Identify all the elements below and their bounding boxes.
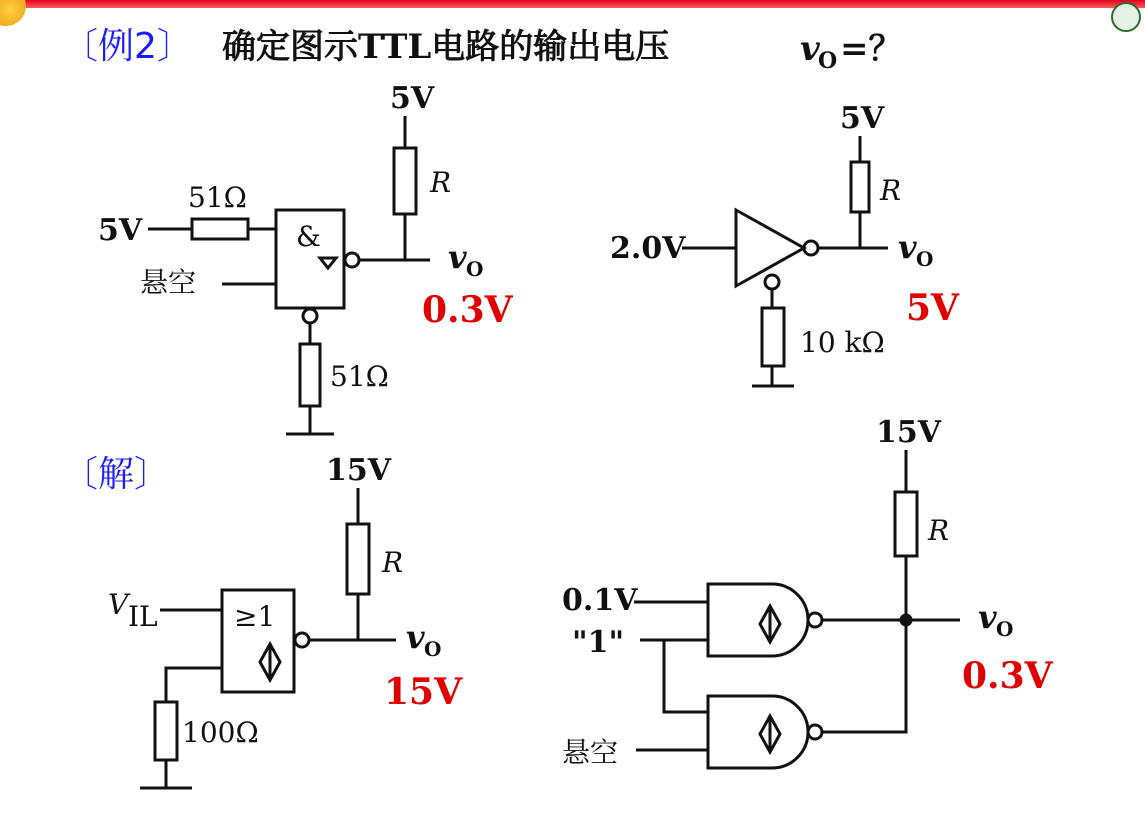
c3-out-label: v xyxy=(406,618,425,656)
c3-diamond-mark xyxy=(260,644,280,680)
c1-bottom-bubble xyxy=(303,309,317,323)
c2-resistor-bottom xyxy=(762,308,784,366)
question-title: 确定图示TTL电路的输出电压 xyxy=(222,27,670,67)
c4-top-bubble xyxy=(808,613,822,627)
c2-resistor-r xyxy=(851,162,869,212)
c4-in2-label: "1" xyxy=(572,625,625,660)
c4-r-label: R xyxy=(928,514,950,547)
circuit-4 xyxy=(562,415,1054,769)
c2-r-label: R xyxy=(880,174,902,207)
solution-tag: 〔解〕 xyxy=(62,454,171,495)
example-tag: 〔例2〕 xyxy=(62,26,193,67)
c2-bottom-bubble xyxy=(765,275,779,289)
circuit-3 xyxy=(108,453,463,788)
c3-input-sub: IL xyxy=(128,600,158,633)
c4-top-diamond-mark xyxy=(760,606,780,642)
c2-out-sub: O xyxy=(916,247,934,271)
c1-r-in-label: 51Ω xyxy=(188,181,247,214)
c1-resistor-51 xyxy=(192,219,248,239)
title-variable-sub: O xyxy=(818,48,838,74)
c1-resistor-r xyxy=(394,148,416,214)
c1-r-label: R xyxy=(430,166,452,199)
c1-output-bubble xyxy=(345,253,359,267)
c4-bottom-out-wire xyxy=(822,728,906,732)
c3-output-bubble xyxy=(295,633,309,647)
c4-in1-label: 0.1V xyxy=(562,583,638,618)
c1-out-sub: O xyxy=(466,257,484,281)
c1-resistor-bottom xyxy=(300,344,320,406)
title-tail: =？ xyxy=(840,29,903,69)
c1-input-voltage: 5V xyxy=(98,213,143,248)
c4-bottom-bubble xyxy=(808,725,822,739)
c4-out-sub: O xyxy=(996,617,1014,641)
title-variable: v xyxy=(800,29,820,69)
c4-nand-gate-top xyxy=(708,584,808,656)
circuit-1 xyxy=(98,81,514,434)
circuit-2 xyxy=(610,101,960,386)
c2-input-voltage: 2.0V xyxy=(610,231,686,266)
c1-gate-symbol: & xyxy=(296,220,321,253)
c2-r-bottom-label: 10 kΩ xyxy=(800,326,885,359)
c4-in2-branch xyxy=(664,640,708,712)
c4-floating-label: 悬空 xyxy=(562,736,619,769)
c4-answer: 0.3V xyxy=(962,655,1053,697)
c2-supply-label: 5V xyxy=(840,101,885,136)
c1-open-collector-mark xyxy=(320,258,336,268)
c3-gate-symbol: ≥1 xyxy=(234,600,276,633)
c1-r-bottom-label: 51Ω xyxy=(330,360,389,393)
c4-out-label: v xyxy=(978,598,997,636)
c4-nand-gate-bottom xyxy=(708,696,808,768)
c1-floating-label: 悬空 xyxy=(140,266,197,299)
c3-resistor-r xyxy=(347,524,369,594)
c3-resistor-bottom xyxy=(155,702,177,760)
c4-resistor-r xyxy=(895,492,917,556)
c4-bottom-diamond-mark xyxy=(760,716,780,752)
c3-r-bottom-label: 100Ω xyxy=(182,716,259,749)
c3-out-sub: O xyxy=(424,637,442,661)
c4-supply-label: 15V xyxy=(876,415,942,450)
c2-answer: 5V xyxy=(906,287,959,329)
c3-input-label: V xyxy=(108,588,129,621)
c3-answer: 15V xyxy=(384,671,463,713)
c3-bottom-wire xyxy=(166,668,222,702)
c1-supply-label: 5V xyxy=(390,81,435,116)
c3-r-label: R xyxy=(382,546,404,579)
c2-out-label: v xyxy=(898,228,917,266)
c1-out-label: v xyxy=(448,238,467,276)
c1-answer: 0.3V xyxy=(422,289,513,331)
c3-supply-label: 15V xyxy=(326,453,392,488)
